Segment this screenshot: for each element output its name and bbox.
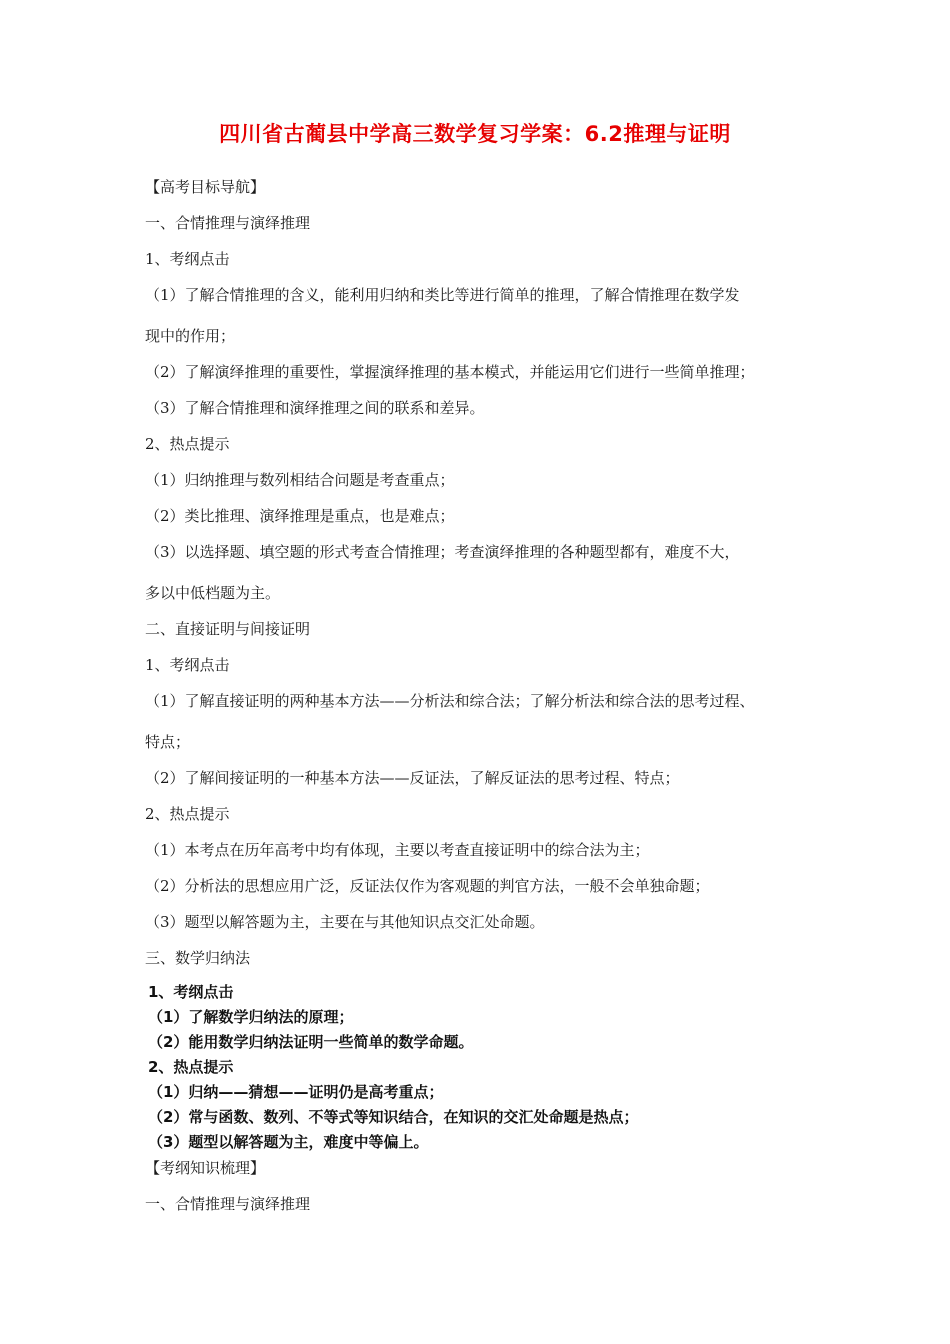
bold-paragraph-line: （2）能用数学归纳法证明一些简单的数学命题。: [148, 1033, 474, 1051]
paragraph-line: （3）了解合情推理和演绎推理之间的联系和差异。: [145, 399, 485, 417]
paragraph-line: （1）本考点在历年高考中均有体现，主要以考查直接证明中的综合法为主；: [145, 841, 650, 859]
paragraph-line: 特点；: [145, 733, 191, 751]
bold-subheading-outline-3: 1、考纲点击: [148, 983, 234, 1001]
bold-paragraph-line: （3）题型以解答题为主，难度中等偏上。: [148, 1133, 429, 1151]
paragraph-line: （2）了解演绎推理的重要性，掌握演绎推理的基本模式，并能运用它们进行一些简单推理；: [145, 363, 755, 381]
subheading-hotspot-1: 2、热点提示: [145, 435, 230, 453]
paragraph-line: （1）了解直接证明的两种基本方法——分析法和综合法；了解分析法和综合法的思考过程、: [145, 692, 755, 710]
section-heading-1-repeat: 一、合情推理与演绎推理: [145, 1195, 311, 1213]
paragraph-line: （2）了解间接证明的一种基本方法——反证法，了解反证法的思考过程、特点；: [145, 769, 680, 787]
document-title: 四川省古蔺县中学高三数学复习学案：6.2推理与证明: [219, 122, 731, 146]
paragraph-line: （1）了解合情推理的含义，能利用归纳和类比等进行简单的推理，了解合情推理在数学发: [145, 286, 740, 304]
bold-paragraph-line: （1）归纳——猜想——证明仍是高考重点；: [148, 1083, 444, 1101]
section-heading-goal-nav: 【高考目标导航】: [145, 178, 266, 196]
subheading-outline-1: 1、考纲点击: [145, 250, 230, 268]
paragraph-line: （1）归纳推理与数列相结合问题是考查重点；: [145, 471, 455, 489]
section-heading-1: 一、合情推理与演绎推理: [145, 214, 311, 232]
section-heading-2: 二、直接证明与间接证明: [145, 620, 311, 638]
bold-subheading-hotspot-3: 2、热点提示: [148, 1058, 234, 1076]
paragraph-line: 多以中低档题为主。: [145, 584, 281, 602]
bold-paragraph-line: （2）常与函数、数列、不等式等知识结合，在知识的交汇处命题是热点；: [148, 1108, 639, 1126]
subheading-outline-2: 1、考纲点击: [145, 656, 230, 674]
paragraph-line: （2）类比推理、演绎推理是重点，也是难点；: [145, 507, 455, 525]
paragraph-line: 现中的作用；: [145, 327, 236, 345]
paragraph-line: （2）分析法的思想应用广泛，反证法仅作为客观题的判官方法，一般不会单独命题；: [145, 877, 710, 895]
section-heading-3: 三、数学归纳法: [145, 949, 251, 967]
bold-paragraph-line: （1）了解数学归纳法的原理；: [148, 1008, 354, 1026]
section-heading-knowledge: 【考纲知识梳理】: [145, 1159, 266, 1177]
paragraph-line: （3）以选择题、填空题的形式考查合情推理；考查演绎推理的各种题型都有，难度不大，: [145, 543, 740, 561]
paragraph-line: （3）题型以解答题为主，主要在与其他知识点交汇处命题。: [145, 913, 545, 931]
subheading-hotspot-2: 2、热点提示: [145, 805, 230, 823]
